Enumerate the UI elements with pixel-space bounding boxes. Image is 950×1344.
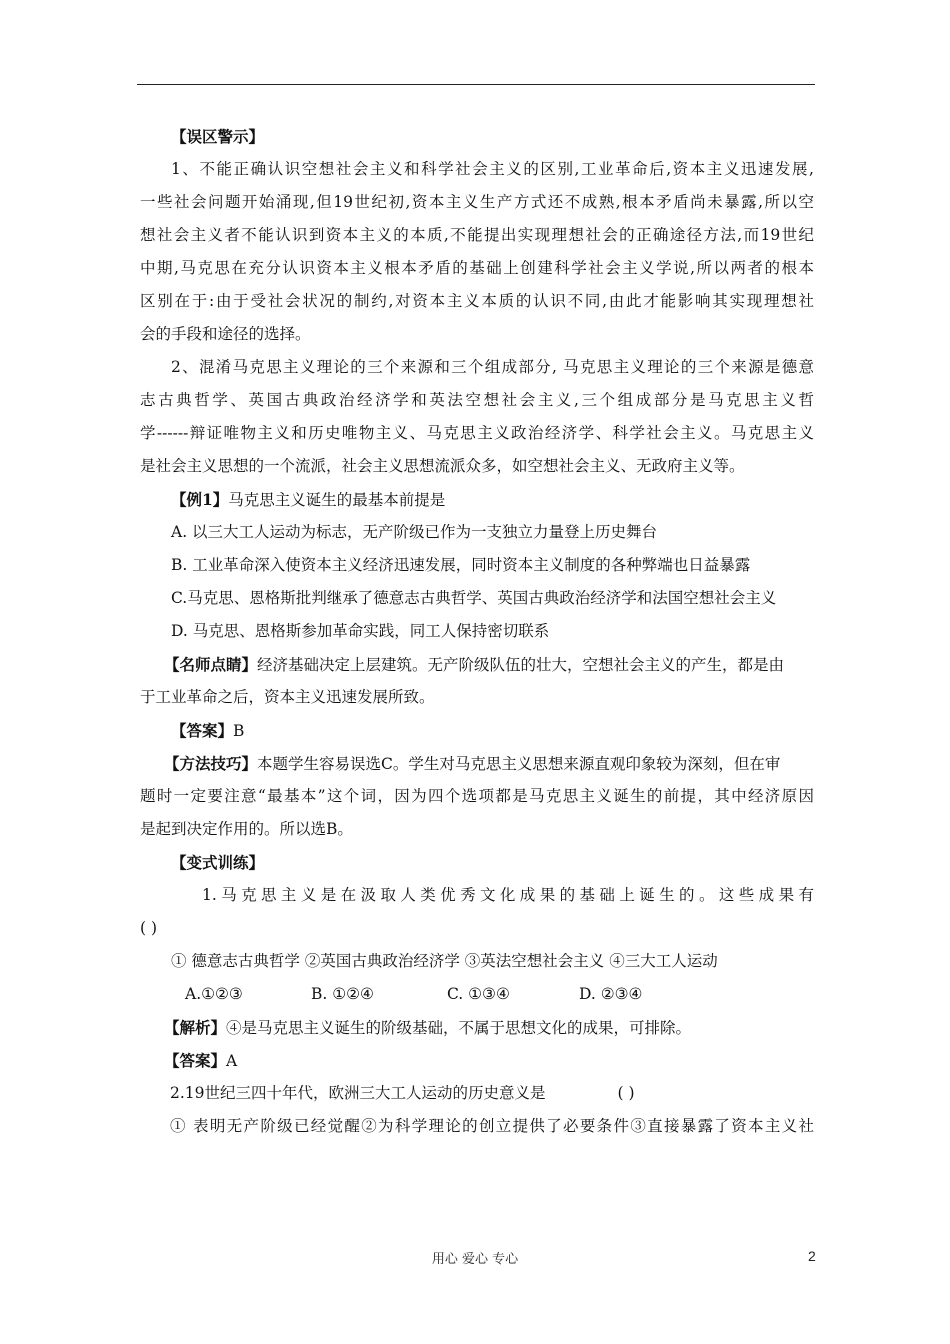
training-answer: 【答案】A bbox=[164, 1051, 238, 1070]
page-number: 2 bbox=[808, 1248, 816, 1264]
example-option: D. 马克思、恩格斯参加革命实践，同工人保持密切联系 bbox=[171, 622, 550, 640]
training-question-2-items: ① 表明无产阶级已经觉醒②为科学理论的创立提供了必要条件③直接暴露了资本主义社 bbox=[170, 1117, 814, 1135]
teacher-commentary-line: 于工业革命之后，资本主义迅速发展所致。 bbox=[140, 688, 435, 706]
training-question-2: 2.19世纪三四十年代，欧洲三大工人运动的历史意义是 ( ) bbox=[170, 1084, 635, 1102]
paragraph-2-line: 学------辩证唯物主义和历史唯物主义、马克思主义政治经济学、科学社会主义。马克思主义 bbox=[140, 424, 814, 442]
paragraph-1-line: 区别在于:由于受社会状况的制约,对资本主义本质的认识不同,由此才能影响其实现理想社 bbox=[140, 292, 814, 310]
header-rule bbox=[137, 84, 815, 85]
option-a: A.①②③ bbox=[185, 985, 243, 1003]
paragraph-1-line: 中期,马克思在充分认识资本主义根本矛盾的基础上创建科学社会主义学说,所以两者的根本 bbox=[140, 259, 814, 277]
paragraph-2-line: 志古典哲学、英国古典政治经济学和英法空想社会主义,三个组成部分是马克思主义哲 bbox=[140, 391, 814, 409]
option-b: B. ①②④ bbox=[311, 985, 374, 1003]
paragraph-1-line: 1、不能正确认识空想社会主义和科学社会主义的区别,工业革命后,资本主义迅速发展, bbox=[171, 160, 814, 178]
training-question-1: 1.马克思主义是在汲取人类优秀文化成果的基础上诞生的。这些成果有 bbox=[202, 886, 814, 904]
example-option: A. 以三大工人运动为标志，无产阶级已作为一支独立力量登上历史舞台 bbox=[171, 523, 658, 541]
option-c: C. ①③④ bbox=[447, 985, 510, 1003]
training-question-1-items: ① 德意志古典哲学 ②英国古典政治经济学 ③英法空想社会主义 ④三大工人运动 bbox=[171, 952, 718, 970]
paragraph-1-line: 一些社会问题开始涌现,但19世纪初,资本主义生产方式还不成熟,根本矛盾尚未暴露,所以空 bbox=[140, 193, 814, 211]
training-question-1-bracket: ( ) bbox=[140, 919, 158, 937]
example-answer: 【答案】B bbox=[171, 721, 245, 740]
paragraph-2-line: 是社会主义思想的一个流派，社会主义思想流派众多，如空想社会主义、无政府主义等。 bbox=[140, 457, 745, 475]
paragraph-1-line: 想社会主义者不能认识到资本主义的本质,不能提出实现理想社会的正确途径方法,而19世纪 bbox=[140, 226, 814, 244]
method-tips-line: 题时一定要注意“最基本”这个词，因为四个选项都是马克思主义诞生的前提，其中经济原因 bbox=[140, 787, 814, 805]
footer-motto: 用心 爱心 专心 bbox=[431, 1252, 519, 1267]
training-analysis: 【解析】④是马克思主义诞生的阶级基础，不属于思想文化的成果，可排除。 bbox=[164, 1018, 692, 1037]
training-question-1-options bbox=[140, 978, 814, 1011]
paragraph-1-line: 会的手段和途径的选择。 bbox=[140, 325, 311, 343]
paragraph-2-line: 2、混淆马克思主义理论的三个来源和三个组成部分, 马克思主义理论的三个来源是德意 bbox=[171, 358, 814, 376]
section-title: 【误区警示】 bbox=[171, 127, 265, 146]
option-d: D. ②③④ bbox=[579, 985, 643, 1003]
example-1-question: 【例1】马克思主义诞生的最基本前提是 bbox=[171, 490, 446, 509]
page-content bbox=[140, 120, 814, 1143]
example-option: B. 工业革命深入使资本主义经济迅速发展，同时资本主义制度的各种弊端也日益暴露 bbox=[171, 556, 751, 574]
training-title: 【变式训练】 bbox=[171, 853, 265, 872]
teacher-commentary: 【名师点睛】经济基础决定上层建筑。无产阶级队伍的壮大，空想社会主义的产生，都是由 bbox=[164, 655, 785, 674]
method-tips-line: 是起到决定作用的。所以选B。 bbox=[140, 820, 353, 838]
method-tips: 【方法技巧】本题学生容易误选C。学生对马克思主义思想来源直观印象较为深刻，但在审 bbox=[164, 754, 781, 773]
example-option: C.马克思、恩格斯批判继承了德意志古典哲学、英国古典政治经济学和法国空想社会主义 bbox=[171, 589, 777, 607]
